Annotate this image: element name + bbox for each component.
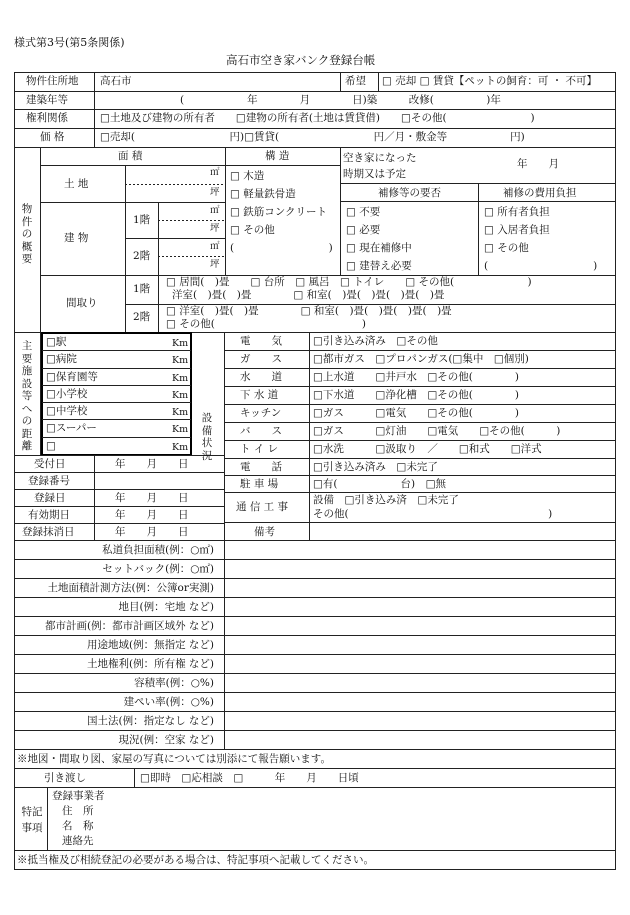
dist-hospital[interactable]: □病院 bbox=[46, 353, 77, 365]
extra-row-label: 地目(例：宅地 など) bbox=[118, 601, 214, 613]
extra-row-label: 土地権利(例：所有権 など) bbox=[86, 658, 214, 670]
equip-parking-label: 駐 車 場 bbox=[240, 478, 279, 490]
floor2-label: 2階 bbox=[133, 250, 151, 262]
equip-water-label: 水 道 bbox=[240, 371, 282, 383]
note-mortgage: ※抵当権及び相続登記の必要がある場合は、特記事項へ記載してください。 bbox=[17, 854, 374, 866]
building-label: 建 物 bbox=[64, 232, 89, 244]
layout-f2-line2[interactable]: □ その他( ) bbox=[166, 318, 366, 330]
layout-label: 間取り bbox=[66, 297, 98, 309]
extra-row-label: セットバック(例：○㎡) bbox=[102, 563, 214, 575]
land-m2: ㎡ bbox=[210, 167, 220, 178]
overview-side-label: 物件の概要 bbox=[21, 203, 33, 265]
floor1-label: 1階 bbox=[133, 214, 151, 226]
extra-row-label: 国土法(例：指定なし など) bbox=[86, 715, 214, 727]
rights-options[interactable]: □土地及び建物の所有者 □建物の所有者(土地は賃貸借) □その他( ) bbox=[100, 112, 535, 124]
reg-no-label: 登録番号 bbox=[28, 475, 70, 487]
cost-tenant[interactable]: □ 入居者負担 bbox=[484, 224, 550, 236]
repair-in-progress[interactable]: □ 現在補修中 bbox=[346, 242, 412, 254]
reg-date[interactable]: 年 月 日 bbox=[115, 492, 189, 504]
extra-row-label: 都市計画(例：都市計画区域外 など) bbox=[44, 620, 214, 632]
layout-f1-line2[interactable]: 洋室( )畳( )畳 □ 和室( )畳( )畳( )畳( )畳 bbox=[172, 289, 445, 301]
comm-line1[interactable]: 設備 □引き込み済 □未完了 bbox=[313, 494, 459, 506]
layout-floor1: 1階 bbox=[133, 283, 151, 295]
handover-label: 引き渡し bbox=[44, 772, 86, 784]
extra-row-label: 建ぺい率(例：○%) bbox=[123, 696, 214, 708]
hope-label: 希望 bbox=[345, 75, 366, 87]
equip-sewer-label: 下 水 道 bbox=[240, 389, 279, 401]
handover-options[interactable]: □即時 □応相談 □ 年 月 日頃 bbox=[140, 772, 359, 784]
equip-electric-label: 電 気 bbox=[240, 335, 282, 347]
structure-header: 構 造 bbox=[265, 150, 290, 162]
area-header: 面 積 bbox=[118, 150, 143, 162]
equip-toilet[interactable]: □水洗 □汲取り ／ □和式 □洋式 bbox=[313, 443, 542, 455]
remarks-label: 備考 bbox=[254, 526, 275, 538]
vacancy-label: 空き家になった 時期又は予定 bbox=[343, 152, 417, 180]
km-unit: Km bbox=[172, 390, 189, 401]
equip-water[interactable]: □上水道 □井戸水 □その他( ) bbox=[313, 371, 519, 383]
note-attachments: ※地図・間取り図、家屋の写真については別添にて報告願います。 bbox=[17, 753, 331, 765]
land-label: 土 地 bbox=[64, 178, 89, 190]
cost-other[interactable]: □ その他 bbox=[484, 242, 529, 254]
dist-station[interactable]: □駅 bbox=[46, 336, 67, 348]
extra-row-label: 現況(例：空家 など) bbox=[118, 734, 214, 746]
km-unit: Km bbox=[172, 338, 189, 349]
equip-sewer[interactable]: □下水道 □浄化槽 □その他( ) bbox=[313, 389, 519, 401]
cost-header: 補修の費用負担 bbox=[503, 187, 577, 199]
comm-line2[interactable]: その他( ) bbox=[313, 508, 553, 520]
dist-junior-high[interactable]: □中学校 bbox=[46, 405, 88, 417]
rights-label: 権利関係 bbox=[26, 112, 68, 124]
equip-toilet-label: ト イ レ bbox=[240, 443, 279, 455]
extra-row-label: 土地面積計測方法(例：公簿or実測) bbox=[47, 582, 214, 594]
km-unit: Km bbox=[172, 424, 189, 435]
vacancy-year-month[interactable]: 年 月 bbox=[517, 158, 559, 170]
layout-f2-line1[interactable]: □ 洋室( )畳( )畳 □ 和室( )畳( )畳( )畳( )畳 bbox=[166, 305, 452, 317]
km-unit: Km bbox=[172, 407, 189, 418]
dist-elementary[interactable]: □小学校 bbox=[46, 388, 88, 400]
repair-header: 補修等の要否 bbox=[378, 187, 441, 199]
repair-rebuild[interactable]: □ 建替え必要 bbox=[346, 260, 412, 272]
equip-bath-label: バ ス bbox=[240, 425, 282, 437]
repair-needed[interactable]: □ 必要 bbox=[346, 224, 381, 236]
km-unit: Km bbox=[172, 442, 189, 453]
equip-electric[interactable]: □引き込み済み □その他 bbox=[313, 335, 438, 347]
equip-gas-label: ガ ス bbox=[240, 353, 282, 365]
extra-row-label: 用途地域(例：無指定 など) bbox=[86, 639, 214, 651]
equip-phone-label: 電 話 bbox=[240, 461, 282, 473]
valid-date[interactable]: 年 月 日 bbox=[115, 509, 189, 521]
struct-rc[interactable]: □ 鉄筋コンクリート bbox=[230, 206, 328, 218]
equip-kitchen-label: キッチン bbox=[240, 407, 282, 419]
dist-nursery[interactable]: □保育園等 bbox=[46, 371, 98, 383]
land-tsubo: 坪 bbox=[210, 187, 220, 198]
price-field[interactable]: □売却( 円)□賃貸( 円／月・敷金等 円) bbox=[100, 131, 525, 143]
received-date[interactable]: 年 月 日 bbox=[115, 458, 189, 470]
struct-light-steel[interactable]: □ 軽量鉄骨造 bbox=[230, 188, 296, 200]
struct-other[interactable]: □ その他 bbox=[230, 224, 275, 236]
comm-label: 通 信 工 事 bbox=[236, 501, 289, 513]
address-label: 物件住所地 bbox=[26, 75, 79, 87]
f1-tsubo: 坪 bbox=[210, 223, 220, 234]
repair-none[interactable]: □ 不要 bbox=[346, 206, 381, 218]
struct-wood[interactable]: □ 木造 bbox=[230, 170, 265, 182]
special-address: 住 所 bbox=[62, 805, 94, 817]
equip-gas[interactable]: □都市ガス □プロパンガス(□集中 □個別) bbox=[313, 353, 529, 365]
km-unit: Km bbox=[172, 373, 189, 384]
equip-kitchen[interactable]: □ガス □電気 □その他( ) bbox=[313, 407, 519, 419]
special-operator: 登録事業者 bbox=[52, 790, 105, 802]
build-year-field[interactable]: ( 年 月 日)築 改修( )年 bbox=[180, 94, 501, 106]
f2-tsubo: 坪 bbox=[210, 259, 220, 270]
cost-other-paren[interactable]: ( ) bbox=[484, 260, 598, 272]
struct-other-paren[interactable]: ( ) bbox=[230, 242, 333, 254]
dist-other[interactable]: □ bbox=[46, 440, 56, 452]
form-title: 高石市空き家バンク登録台帳 bbox=[226, 53, 376, 67]
sale-rent-options[interactable]: □ 売却 □ 賃貸【ペットの飼育：可 ・ 不可】 bbox=[382, 75, 598, 87]
cancel-date[interactable]: 年 月 日 bbox=[115, 526, 189, 538]
address-city: 高石市 bbox=[100, 75, 132, 87]
equip-parking[interactable]: □有( 台) □無 bbox=[313, 478, 447, 490]
received-label: 受付日 bbox=[34, 458, 66, 470]
form-number: 様式第3号(第5条関係) bbox=[14, 36, 125, 49]
km-unit: Km bbox=[172, 355, 189, 366]
price-label: 価 格 bbox=[40, 131, 65, 143]
reg-date-label: 登録日 bbox=[34, 492, 66, 504]
f1-m2: ㎡ bbox=[210, 205, 220, 216]
special-side-label: 特記事項 bbox=[21, 806, 43, 834]
cancel-label: 登録抹消日 bbox=[22, 526, 75, 538]
cost-owner[interactable]: □ 所有者負担 bbox=[484, 206, 550, 218]
valid-label: 有効期日 bbox=[28, 509, 70, 521]
equipment-side-label: 設備状況 bbox=[201, 412, 213, 462]
special-name: 名 称 bbox=[62, 820, 94, 832]
f2-m2: ㎡ bbox=[210, 241, 220, 252]
layout-f1-line1[interactable]: □ 居間( )畳 □ 台所 □ 風呂 □ トイレ □ その他( ) bbox=[166, 276, 532, 288]
equip-bath[interactable]: □ガス □灯油 □電気 □その他( ) bbox=[313, 425, 561, 437]
equip-phone[interactable]: □引き込み済み □未完了 bbox=[313, 461, 438, 473]
special-contact: 連絡先 bbox=[62, 835, 94, 847]
distance-side-label: 主要施設等への距離 bbox=[21, 340, 33, 452]
dist-supermarket[interactable]: □スーパー bbox=[46, 422, 97, 434]
extra-row-label: 容積率(例：○%) bbox=[134, 677, 214, 689]
extra-row-label: 私道負担面積(例：○㎡) bbox=[102, 544, 214, 556]
build-year-label: 建築年等 bbox=[26, 94, 68, 106]
layout-floor2: 2階 bbox=[133, 311, 151, 323]
